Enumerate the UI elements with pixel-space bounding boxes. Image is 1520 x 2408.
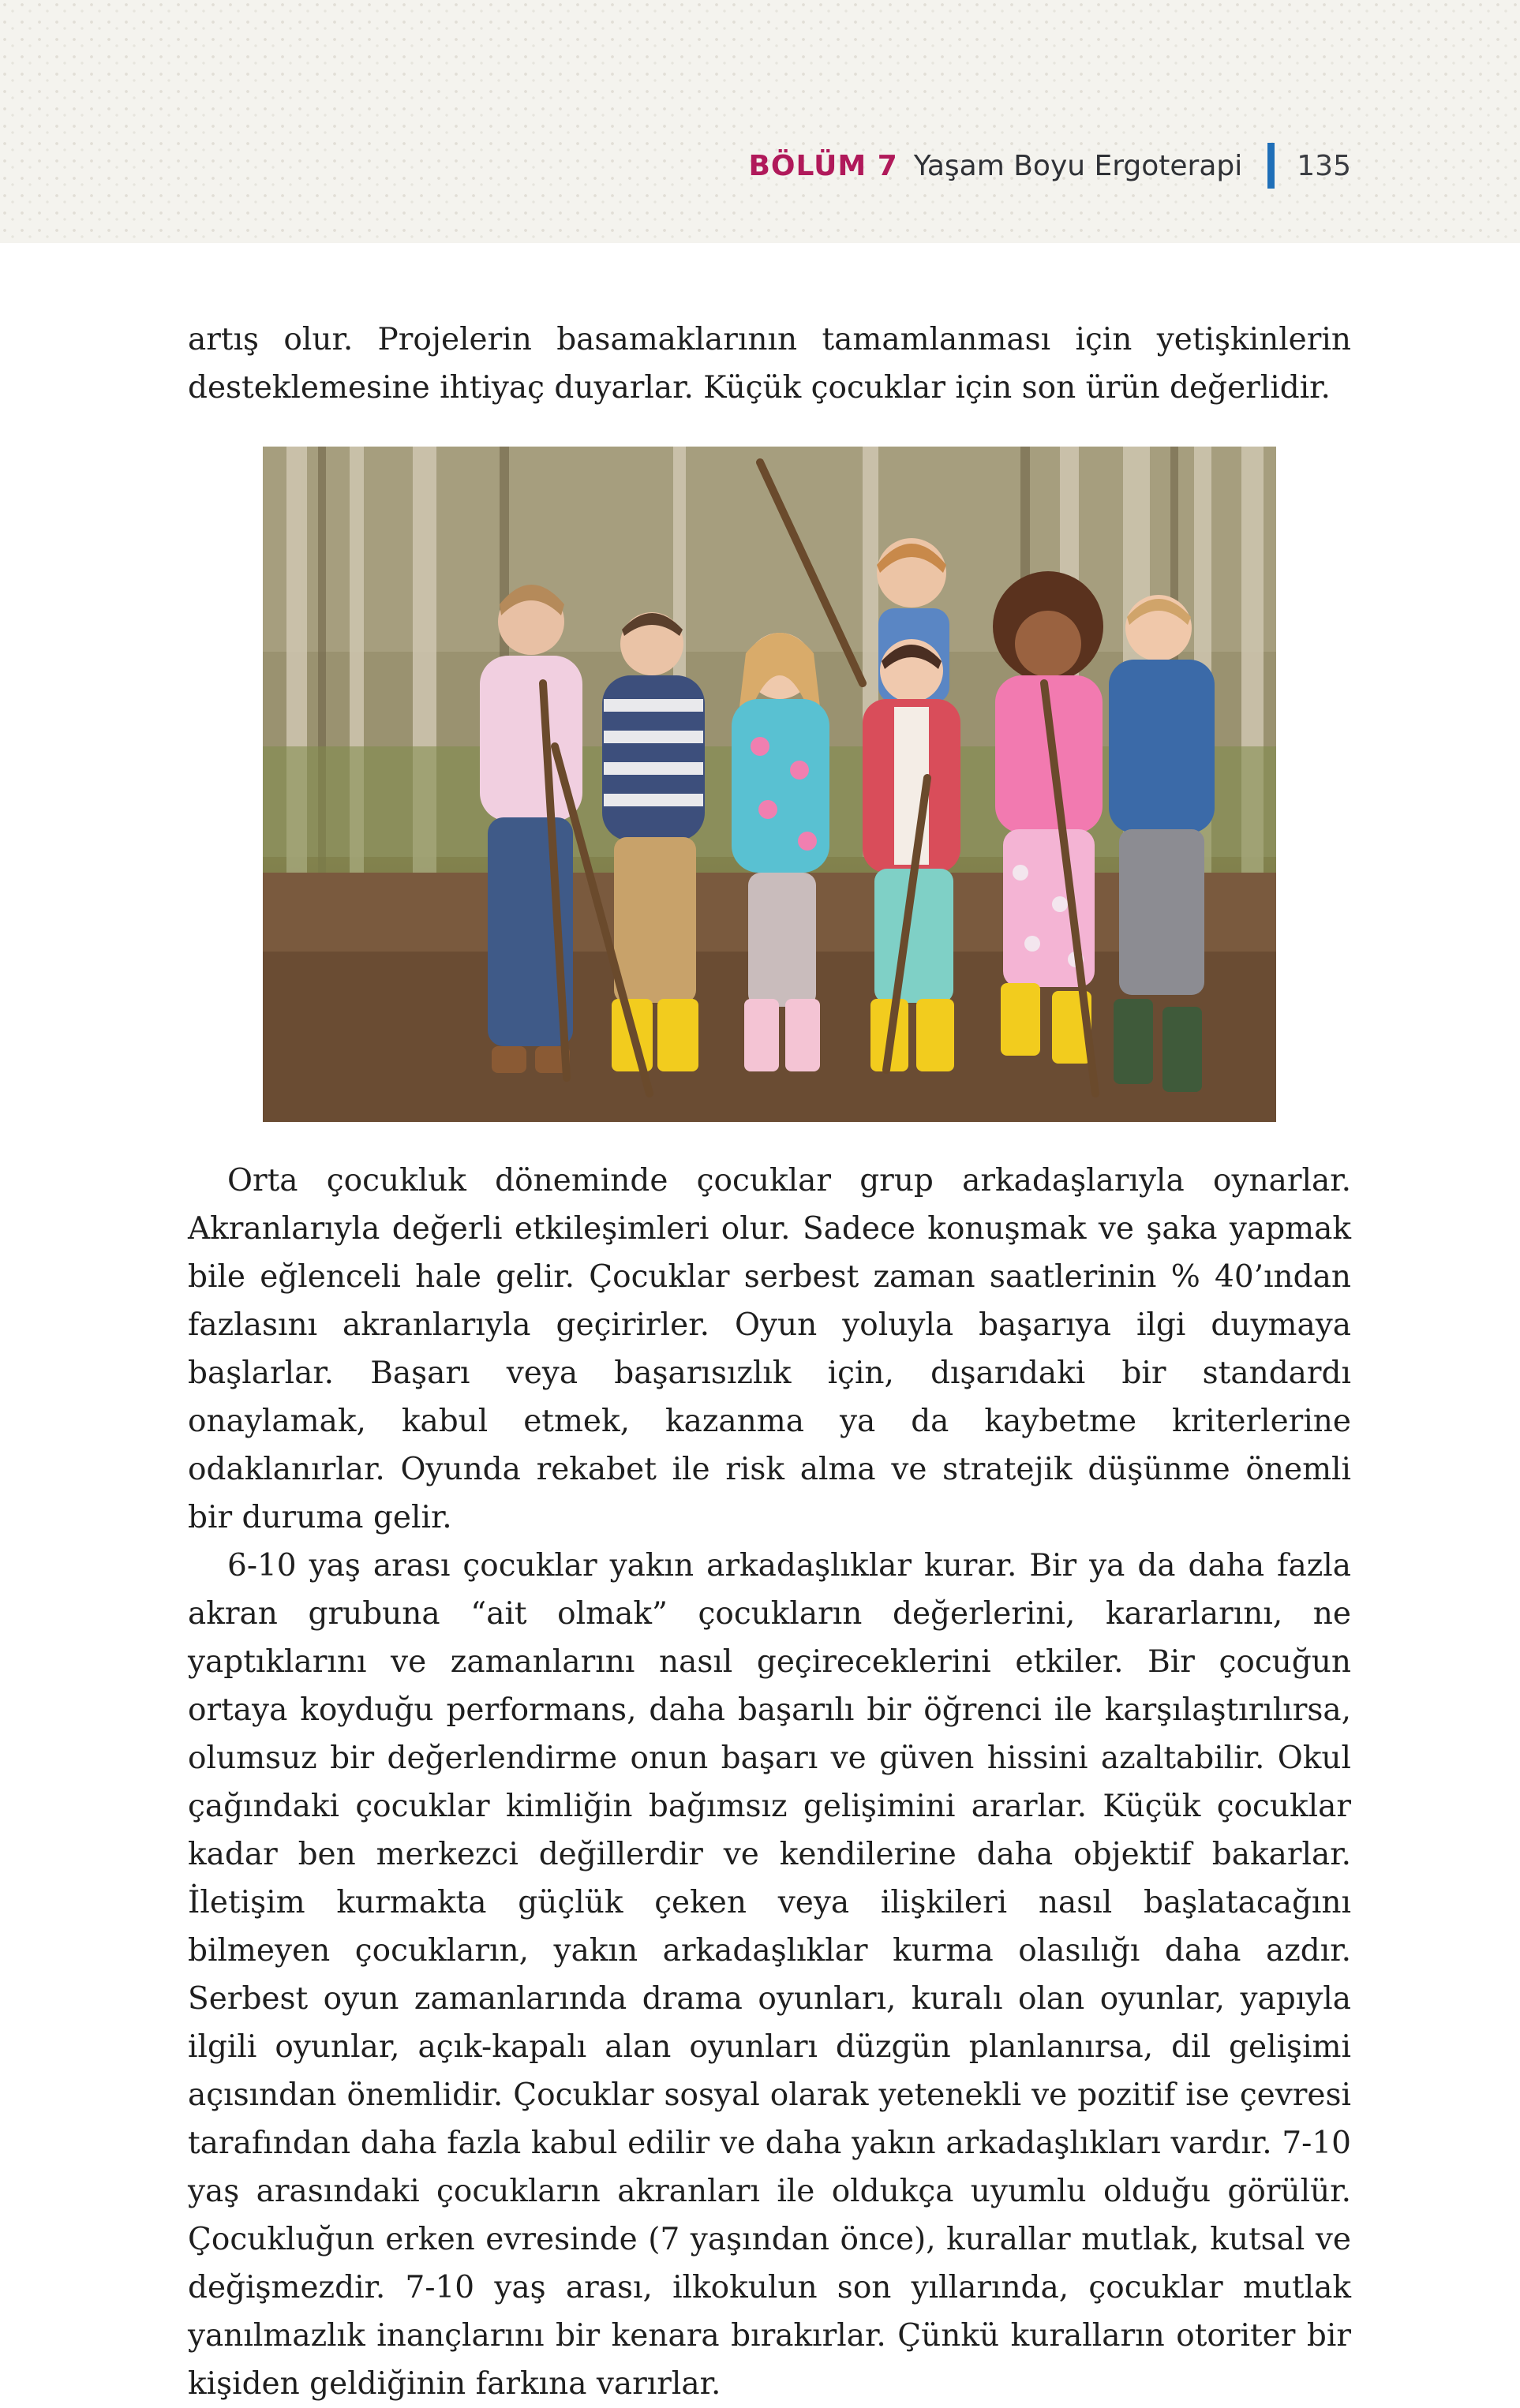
opening-text-block xyxy=(188,316,1351,412)
paragraph-peer-play: Orta çocukluk döneminde çocuklar grup arkadaşlarıyla oynarlar. Akranlarıyla değerli etkileşimleri olur. Sadece konuşmak ve şaka yapmak bile eğlenceli hale gelir. Çocuklar serbest zaman saatlerinin % 40’ından fazlasını akranlarıyla geçirirler. Oyun yoluyla başarıya ilgi duymaya başlarlar. Başarı veya başarısızlık için, dışarıdaki bir standardı onaylamak, kabul etmek, kazanma ya da kaybetme kriterlerine odaklanırlar. Oyunda rekabet ile risk alma ve stratejik düşünme önemli bir duruma gelir. xyxy=(188,1163,1351,1535)
paragraph-friendships: 6-10 yaş arası çocuklar yakın arkadaşlıklar kurar. Bir ya da daha fazla akran grubuna “ait olmak” çocukların değerlerini, kararlarını, ne yaptıklarını ve zamanlarını nasıl geçireceklerini etkiler. Bir çocuğun ortaya koyduğu performans, daha başarılı bir öğrenci ile karşılaştırılırsa, olumsuz bir değerlendirme onun başarı ve güven hissini azaltabilir. Okul çağındaki çocuklar kimliğin bağımsız gelişimini ararlar. Küçük çocuklar kadar ben merkezci değillerdir ve kendilerine daha objektif bakarlar. İletişim kurmakta güçlük çeken veya ilişkileri nasıl başlatacağını bilmeyen çocukların, yakın arkadaşlıklar kurma olasılığı daha azdır. Serbest oyun zamanlarında drama oyunları, kuralı olan oyunlar, yapıyla ilgili oyunlar, açık-kapalı alan oyunları düzgün planlanırsa, dil gelişimi açısından önemlidir. Çocuklar sosyal olarak yetenekli ve pozitif ise çevresi tarafından daha fazla kabul edilir ve daha yakın arkadaşlıkları vardır. 7-10 yaş arasındaki çocukların akranları ile oldukça uyumlu olduğu görülür. Çocukluğun erken evresinde (7 yaşından önce), kurallar mutlak, kutsal ve değişmezdir. 7-10 yaş arası, ilkokulun son yıllarında, çocuklar mutlak yanılmazlık inançlarını bir kenara bırakırlar. Çünkü kuralların otoriter bir kişiden geldiğinin farkına varırlar. xyxy=(188,1548,1351,2402)
photo-illustration xyxy=(263,447,1276,1122)
children-in-forest-photo xyxy=(263,447,1276,1122)
header-divider xyxy=(1267,143,1275,189)
book-title: Yaşam Boyu Ergoterapi xyxy=(913,149,1243,182)
header-band xyxy=(0,0,1520,243)
body-text-block xyxy=(188,1157,1351,2408)
chapter-label: BÖLÜM 7 xyxy=(748,149,898,182)
running-head xyxy=(748,140,1351,191)
opening-paragraph: artış olur. Projelerin basamaklarının tamamlanması için yetişkinlerin desteklemesine ihtiyaç duyarlar. Küçük çocuklar için son ürün değerlidir. xyxy=(188,322,1351,406)
page-number: 135 xyxy=(1297,149,1351,182)
